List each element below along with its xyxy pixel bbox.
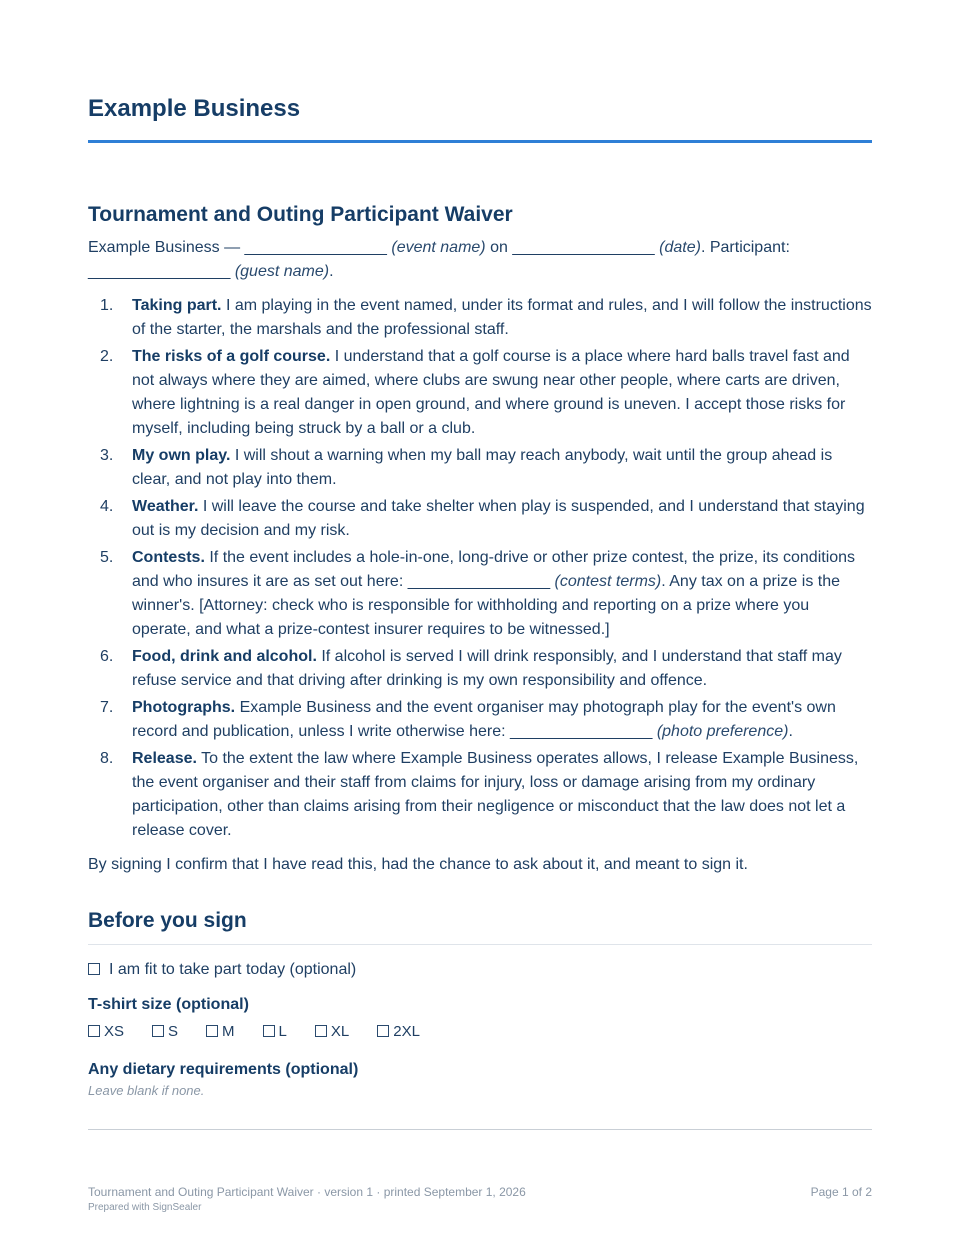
contest-terms-label: (contest terms)	[554, 573, 662, 590]
guest-name-blank[interactable]: ________________	[88, 263, 231, 280]
size-checkbox[interactable]	[377, 1025, 389, 1037]
tshirt-size-options	[88, 1021, 448, 1043]
before-you-sign-heading: Before you sign	[88, 909, 247, 932]
clause-heading: Weather.	[132, 498, 199, 515]
clause-number: 2.	[100, 348, 114, 365]
size-checkbox[interactable]	[152, 1025, 164, 1037]
business-name: Example Business	[88, 95, 301, 122]
footer-page-number: Page 1 of 2	[810, 1185, 872, 1199]
event-name-label: (event name)	[391, 239, 486, 256]
fit-to-play-checkbox[interactable]	[88, 963, 100, 975]
tshirt-size-label: T-shirt size (optional)	[88, 996, 249, 1013]
clause-8	[88, 747, 872, 843]
footer-prepared-with: Prepared with SignSealer	[88, 1202, 202, 1213]
clause-6	[88, 645, 872, 693]
clause-heading: Contests.	[132, 549, 205, 566]
photo-preference-label: (photo preference)	[656, 723, 789, 740]
intro-paragraph: Example Business — ________________ (event name) on ________________ (date). Participant: ________________ (guest name).	[88, 239, 790, 280]
clause-text: If the event includes a hole-in-one, long-drive or other prize contest, the prize, its conditions and who insures it are as set out here:	[132, 549, 856, 590]
size-label: M	[222, 1023, 235, 1040]
clause-number: 5.	[100, 549, 114, 566]
intro-business: Example Business	[88, 239, 220, 256]
event-name-blank[interactable]: ________________	[244, 239, 387, 256]
clause-2	[88, 345, 872, 441]
size-checkbox[interactable]	[315, 1025, 327, 1037]
clause-text: To the extent the law where Example Business operates allows, I release Example Business, the event organiser and their staff from claims for injury, loss or damage arising from my ordinary participation, other than claims arising from their negligence or misconduct that the law does not let a release cover.	[132, 750, 859, 839]
size-label: S	[168, 1023, 179, 1040]
clause-5	[88, 546, 872, 642]
size-label: L	[278, 1023, 287, 1040]
clause-text: Example Business and the event organiser may photograph play for the event's own record and publication, unless I write otherwise here:	[132, 699, 836, 740]
clause-4	[88, 495, 872, 543]
guest-name-label: (guest name)	[234, 263, 330, 280]
footer-document-info: Tournament and Outing Participant Waiver · version 1 · printed September 1, 2026	[88, 1185, 526, 1199]
dietary-label: Any dietary requirements (optional)	[88, 1061, 359, 1078]
size-label: XL	[330, 1023, 350, 1040]
clause-heading: Release.	[132, 750, 197, 767]
size-checkbox[interactable]	[206, 1025, 218, 1037]
section-divider	[88, 944, 872, 945]
header-divider	[88, 140, 872, 143]
clause-number: 1.	[100, 297, 114, 314]
size-option-l[interactable]	[263, 1021, 287, 1043]
clause-1	[88, 294, 872, 342]
clause-text: I will leave the course and take shelter when play is suspended, and I understand that staying out is my decision and my risk.	[132, 498, 865, 539]
size-option-xl[interactable]	[315, 1021, 349, 1043]
clause-number: 4.	[100, 498, 114, 515]
intro-dash: —	[224, 239, 241, 256]
clause-3	[88, 444, 872, 492]
size-label: XS	[104, 1023, 125, 1040]
clause-heading: My own play.	[132, 447, 231, 464]
signing-confirmation: By signing I confirm that I have read this, had the chance to ask about it, and meant to sign it.	[88, 856, 748, 873]
intro-participant: Participant:	[709, 239, 790, 256]
size-checkbox[interactable]	[88, 1025, 100, 1037]
clause-text: I am playing in the event named, under its format and rules, and I will follow the instructions of the starter, the marshals and the professional staff.	[132, 297, 872, 338]
clause-heading: The risks of a golf course.	[132, 348, 331, 365]
clause-heading: Taking part.	[132, 297, 222, 314]
size-option-m[interactable]	[206, 1021, 235, 1043]
photo-preference-blank[interactable]: ________________	[509, 723, 653, 740]
document-title: Tournament and Outing Participant Waiver	[88, 203, 513, 226]
size-label: 2XL	[393, 1023, 420, 1040]
clause-number: 6.	[100, 648, 114, 665]
clause-number: 7.	[100, 699, 114, 716]
clause-number: 3.	[100, 447, 114, 464]
clause-text: If alcohol is served I will drink responsibly, and I understand that staff may refuse service and that driving after drinking is my own responsibility and offence.	[132, 648, 842, 689]
contest-terms-blank[interactable]: ________________	[407, 573, 551, 590]
clause-text-continued: .	[788, 723, 793, 740]
size-option-xs[interactable]	[88, 1021, 124, 1043]
clause-text: I understand that a golf course is a place where hard balls travel fast and not always where they are aimed, where clubs are swung near other people, where carts are driven, where lightning is a real danger in open ground, and where ground is uneven. I accept those risks for myself, including being struck by a ball or a club.	[132, 348, 850, 437]
dietary-answer-line[interactable]	[88, 1129, 872, 1130]
date-blank[interactable]: ________________	[512, 239, 655, 256]
clause-heading: Food, drink and alcohol.	[132, 648, 317, 665]
clause-7	[88, 696, 872, 744]
clause-text-continued: . Any tax on a prize is the winner's. [Attorney: check who is responsible for withholding and reporting on a prize where you operate, and what a prize-contest insurer requires to be witnessed.]	[132, 573, 840, 638]
size-option-s[interactable]	[152, 1021, 178, 1043]
dietary-hint: Leave blank if none.	[88, 1083, 205, 1098]
date-label: (date)	[659, 239, 701, 256]
clause-text: I will shout a warning when my ball may reach anybody, wait until the group ahead is clear, and not play into them.	[132, 447, 833, 488]
fit-to-play-row[interactable]	[88, 958, 356, 982]
clause-number: 8.	[100, 750, 114, 767]
clause-list	[88, 294, 872, 846]
intro-on: on	[490, 239, 508, 256]
clause-heading: Photographs.	[132, 699, 236, 716]
size-option-2xl[interactable]	[377, 1021, 420, 1043]
size-checkbox[interactable]	[263, 1025, 275, 1037]
fit-to-play-label: I am fit to take part today (optional)	[109, 961, 357, 978]
